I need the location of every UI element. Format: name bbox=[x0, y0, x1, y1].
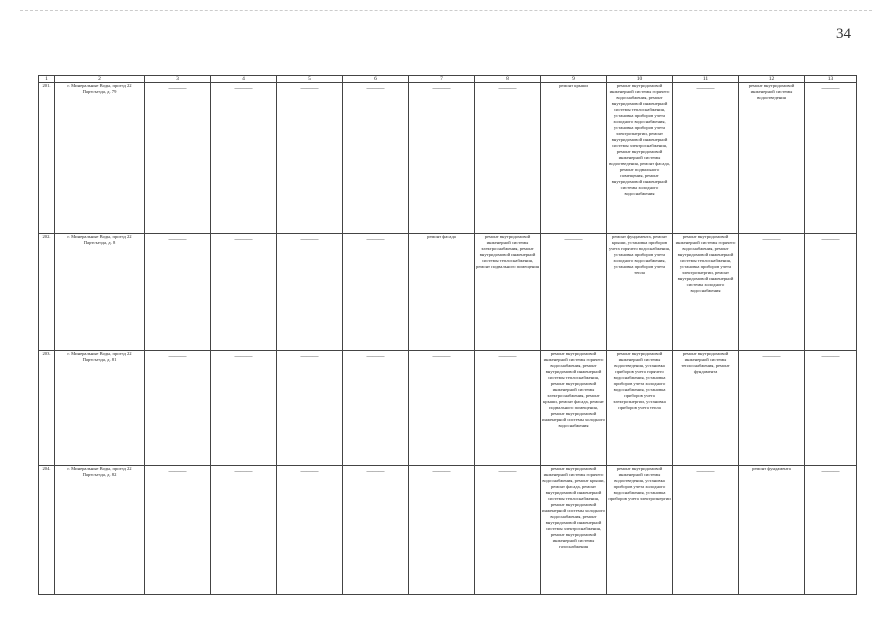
cell-text: ——— bbox=[366, 354, 385, 360]
header-cell-6: 6 bbox=[343, 76, 409, 83]
work-cell-col-5 bbox=[277, 351, 343, 466]
cell-text: ремонт внутридомовой инженерной системы горячего водоснабжения, ремонт внутридомовой инженерной системы теплоснабжения, установка приборов учета холодного водоснабжения, установка приборов учета электроэнергии, ремонт внутридомовой инженерной системы электроснабжения, ремонт внутридомовой инженерной системы водоотведения, ремонт фасада, ремонт подвального помещения, ремонт внутридомовой инженерной системы холодного водоснабжения bbox=[609, 83, 670, 196]
cell-text: ——— bbox=[366, 237, 385, 243]
cell-text: ремонт внутридомовой инженерной системы горячего водоснабжения, ремонт внутридомовой инженерной системы теплоснабжения, ремонт внутридомовой инженерной системы электроснабжения, ремонт крыши, ремонт фасада, ремонт подвального помещения, ремонт внутридомовой инженерной системы холодного водоснабжения bbox=[542, 351, 605, 428]
cell-text: ——— bbox=[234, 86, 253, 92]
cell-text: ремонт крыши bbox=[559, 83, 588, 88]
cell-text: ремонт внутридомовой инженерной системы электроснабжения, ремонт внутридомовой инженерной системы теплоснабжения, ремонт подвального помещения bbox=[476, 234, 539, 269]
cell-text: ремонт внутридомовой инженерной системы водоотведения, установка приборов учета холодного водоснабжения, установка приборов учета электроэнергии bbox=[608, 466, 671, 501]
header-cell-1: 1 bbox=[39, 76, 55, 83]
header-cell-5: 5 bbox=[277, 76, 343, 83]
cell-text: ——— bbox=[821, 86, 840, 92]
work-cell-col-13 bbox=[805, 351, 857, 466]
work-cell-col-11 bbox=[673, 83, 739, 234]
address-cell bbox=[55, 351, 145, 466]
header-cell-12: 12 bbox=[739, 76, 805, 83]
work-cell-col-10 bbox=[607, 351, 673, 466]
address-cell bbox=[55, 83, 145, 234]
work-cell-col-10 bbox=[607, 83, 673, 234]
cell-text: ——— bbox=[168, 354, 187, 360]
cell-text: ремонт внутридомовой инженерной системы горячего водоснабжения, ремонт внутридомовой инженерной системы теплоснабжения, установка приборов учета электроэнергии, ремонт внутридомовой инженерной системы холодного водоснабжения bbox=[675, 234, 736, 293]
cell-text: ремонт фундамента, ремонт крыши, установка приборов учета горячего водоснабжения, установка приборов учета холодного водоснабжения, установка приборов учета тепла bbox=[608, 234, 671, 275]
address-cell bbox=[55, 234, 145, 351]
work-cell-col-5 bbox=[277, 466, 343, 595]
work-cell-col-5 bbox=[277, 234, 343, 351]
cell-text: ——— bbox=[300, 237, 319, 243]
work-cell-col-11 bbox=[673, 351, 739, 466]
work-cell-col-7 bbox=[409, 234, 475, 351]
header-cell-3: 3 bbox=[145, 76, 211, 83]
header-cell-2: 2 bbox=[55, 76, 145, 83]
work-cell-col-4 bbox=[211, 83, 277, 234]
work-cell-col-9 bbox=[541, 234, 607, 351]
cell-text: ремонт внутридомовой инженерной системы горячего водоснабжения, ремонт крыши, ремонт фасада, ремонт внутридомовой инженерной системы теплоснабжения, ремонт внутридомовой инженерной системы холодного водоснабжения, ремонт внутридомовой инженерной системы электроснабжения, ремонт внутридомовой инженерной системы газоснабжения bbox=[542, 466, 605, 549]
work-cell-col-8 bbox=[475, 234, 541, 351]
cell-text: ——— bbox=[432, 86, 451, 92]
cell-text: ——— bbox=[498, 354, 517, 360]
work-cell-col-6 bbox=[343, 234, 409, 351]
row-number-cell bbox=[39, 83, 55, 234]
cell-text: ——— bbox=[234, 469, 253, 475]
work-cell-col-12 bbox=[739, 83, 805, 234]
row-number: 203. bbox=[42, 351, 51, 356]
address-text: г. Минеральные Воды, проезд 22 Партсъезда, д. 8 bbox=[67, 234, 132, 245]
work-cell-col-13 bbox=[805, 83, 857, 234]
work-cell-col-8 bbox=[475, 351, 541, 466]
row-number-cell bbox=[39, 351, 55, 466]
cell-text: ——— bbox=[564, 237, 583, 243]
header-cell-11: 11 bbox=[673, 76, 739, 83]
work-cell-col-10 bbox=[607, 234, 673, 351]
address-text: г. Минеральные Воды, проезд 22 Партсъезда, д. 81 bbox=[67, 351, 132, 362]
work-cell-col-7 bbox=[409, 466, 475, 595]
header-cell-4: 4 bbox=[211, 76, 277, 83]
cell-text: ——— bbox=[696, 86, 715, 92]
work-cell-col-8 bbox=[475, 83, 541, 234]
cell-text: ——— bbox=[432, 354, 451, 360]
work-cell-col-13 bbox=[805, 466, 857, 595]
work-cell-col-4 bbox=[211, 466, 277, 595]
table-row bbox=[39, 83, 857, 234]
page-number: 34 bbox=[836, 26, 851, 42]
table-row bbox=[39, 234, 857, 351]
work-cell-col-3 bbox=[145, 83, 211, 234]
table-row bbox=[39, 351, 857, 466]
cell-text: ——— bbox=[821, 237, 840, 243]
cell-text: ——— bbox=[234, 354, 253, 360]
cell-text: ——— bbox=[821, 469, 840, 475]
row-number-cell bbox=[39, 234, 55, 351]
work-cell-col-9 bbox=[541, 351, 607, 466]
work-cell-col-5 bbox=[277, 83, 343, 234]
work-cell-col-3 bbox=[145, 234, 211, 351]
header-cell-10: 10 bbox=[607, 76, 673, 83]
top-scan-rule bbox=[20, 10, 872, 11]
work-cell-col-9 bbox=[541, 83, 607, 234]
cell-text: ——— bbox=[762, 354, 781, 360]
cell-text: ——— bbox=[366, 469, 385, 475]
cell-text: ——— bbox=[821, 354, 840, 360]
work-cell-col-7 bbox=[409, 351, 475, 466]
work-cell-col-4 bbox=[211, 234, 277, 351]
header-cell-9: 9 bbox=[541, 76, 607, 83]
work-cell-col-6 bbox=[343, 351, 409, 466]
row-number: 202. bbox=[42, 234, 51, 239]
work-cell-col-6 bbox=[343, 83, 409, 234]
cell-text: ремонт фундамента bbox=[752, 466, 791, 471]
address-text: г. Минеральные Воды, проезд 22 Партсъезда, д. 79 bbox=[67, 83, 132, 94]
header-cell-7: 7 bbox=[409, 76, 475, 83]
cell-text: ремонт внутридомовой инженерной системы водоотведения bbox=[748, 83, 795, 100]
cell-text: ——— bbox=[300, 354, 319, 360]
address-cell bbox=[55, 466, 145, 595]
table-row bbox=[39, 466, 857, 595]
work-cell-col-12 bbox=[739, 234, 805, 351]
header-cell-8: 8 bbox=[475, 76, 541, 83]
work-cell-col-10 bbox=[607, 466, 673, 595]
work-cell-col-3 bbox=[145, 351, 211, 466]
cell-text: ремонт внутридомовой инженерной системы водоотведения, установка приборов учета горячего водоснабжения, установка приборов учета холодного водоснабжения, установка приборов учета электроэнергии, установка приборов учета тепла bbox=[613, 351, 666, 410]
cell-text: ——— bbox=[168, 469, 187, 475]
work-cell-col-3 bbox=[145, 466, 211, 595]
cell-text: ——— bbox=[762, 237, 781, 243]
work-cell-col-7 bbox=[409, 83, 475, 234]
header-cell-13: 13 bbox=[805, 76, 857, 83]
address-text: г. Минеральные Воды, проезд 22 Партсъезда, д. 82 bbox=[67, 466, 132, 477]
work-cell-col-9 bbox=[541, 466, 607, 595]
cell-text: ——— bbox=[696, 469, 715, 475]
cell-text: ——— bbox=[234, 237, 253, 243]
work-cell-col-11 bbox=[673, 234, 739, 351]
row-number: 201. bbox=[42, 83, 51, 88]
work-cell-col-12 bbox=[739, 466, 805, 595]
work-cell-col-11 bbox=[673, 466, 739, 595]
work-cell-col-13 bbox=[805, 234, 857, 351]
cell-text: ——— bbox=[168, 86, 187, 92]
work-cell-col-4 bbox=[211, 351, 277, 466]
cell-text: ——— bbox=[498, 86, 517, 92]
header-row bbox=[39, 76, 857, 83]
cell-text: ремонт фасада bbox=[427, 234, 456, 239]
row-number: 204. bbox=[42, 466, 51, 471]
cell-text: ремонт внутридомовой инженерной системы теплоснабжения, ремонт фундамента bbox=[681, 351, 730, 374]
work-cell-col-6 bbox=[343, 466, 409, 595]
repair-schedule-table bbox=[38, 75, 857, 595]
cell-text: ——— bbox=[300, 86, 319, 92]
cell-text: ——— bbox=[432, 469, 451, 475]
cell-text: ——— bbox=[498, 469, 517, 475]
row-number-cell bbox=[39, 466, 55, 595]
work-cell-col-12 bbox=[739, 351, 805, 466]
cell-text: ——— bbox=[168, 237, 187, 243]
cell-text: ——— bbox=[366, 86, 385, 92]
cell-text: ——— bbox=[300, 469, 319, 475]
work-cell-col-8 bbox=[475, 466, 541, 595]
